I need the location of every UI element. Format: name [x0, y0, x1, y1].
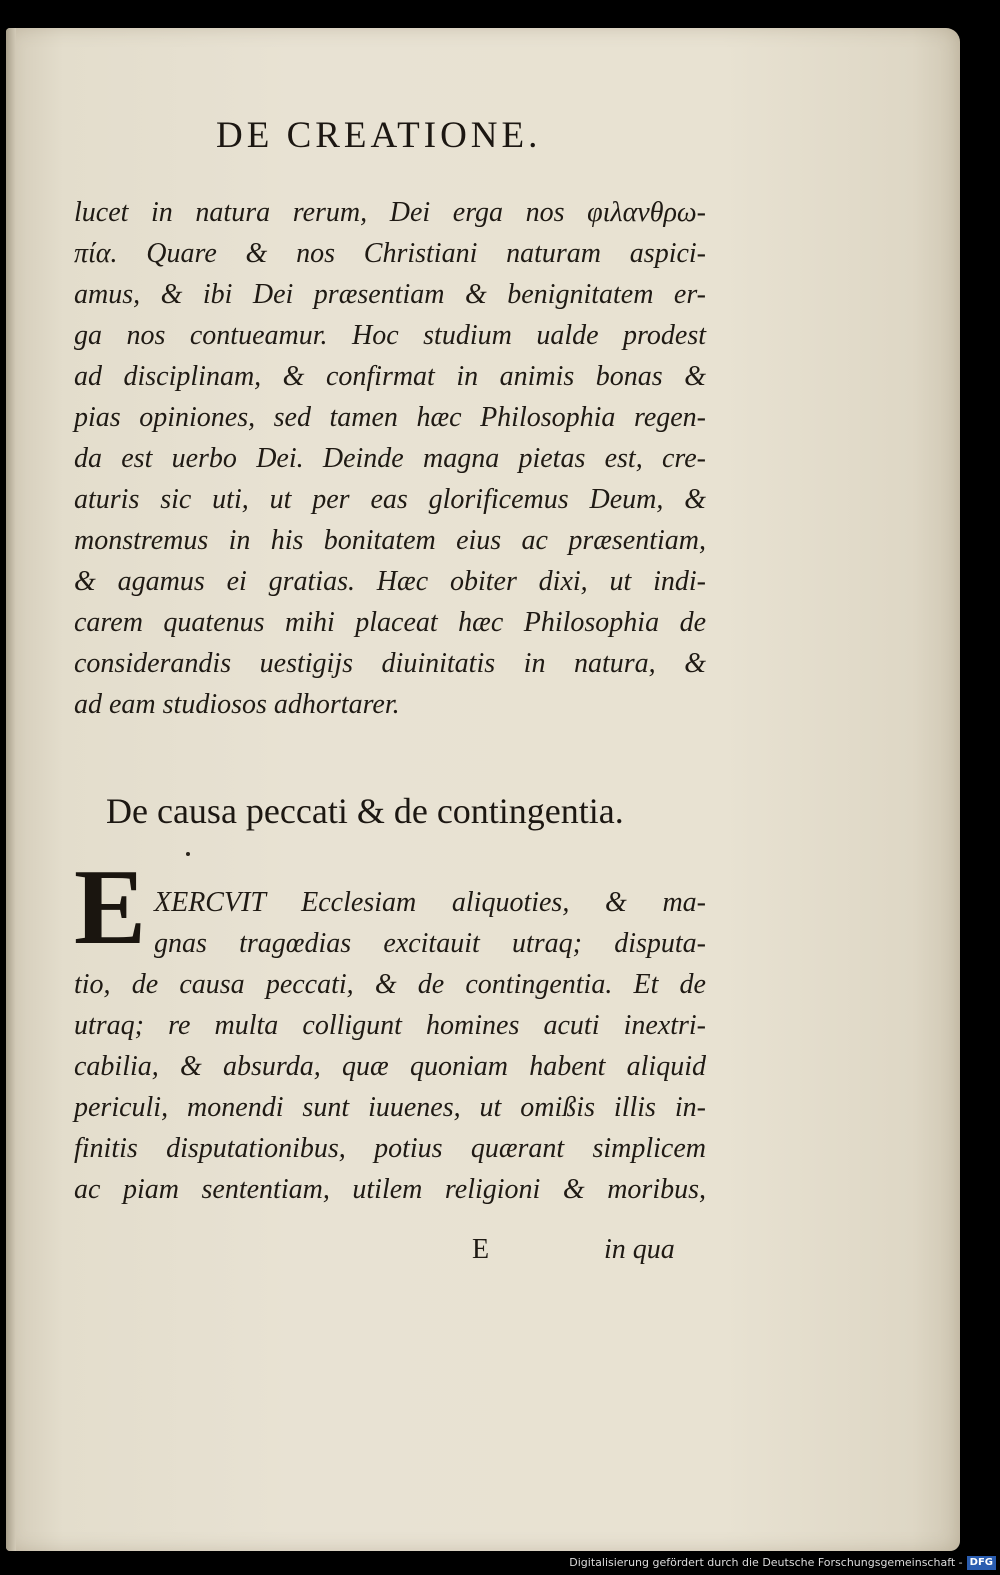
- text-line: finitis disputationibus, potius quærant simplicem: [74, 1133, 706, 1164]
- text-line: amus, & ibi Dei præsentiam & benignitatem er-: [74, 279, 706, 310]
- text-line: aturis sic uti, ut per eas glorificemus Deum, &: [74, 484, 706, 515]
- text-line: lucet in natura rerum, Dei erga nos φιλανθρω-: [74, 197, 706, 228]
- text-line: πία. Quare & nos Christiani naturam aspici-: [74, 238, 706, 269]
- text-line: & agamus ei gratias. Hæc obiter dixi, ut indi-: [74, 566, 706, 597]
- text-line: utraq; re multa colligunt homines acuti inextri-: [74, 1010, 706, 1041]
- paragraph-1: [74, 192, 706, 725]
- paragraph-2: [74, 882, 706, 1210]
- text-line: periculi, monendi sunt iuuenes, ut omißis illis in-: [74, 1092, 706, 1123]
- signature-mark: E: [472, 1234, 490, 1265]
- running-head: DE CREATIONE.: [216, 115, 542, 156]
- text-line: ad eam studiosos adhortarer.: [74, 689, 400, 720]
- catchword: in qua: [604, 1234, 675, 1265]
- text-line: da est uerbo Dei. Deinde magna pietas est, cre-: [74, 443, 706, 474]
- decorated-initial: E: [74, 848, 147, 967]
- text-line: ac piam sententiam, utilem religioni & moribus,: [74, 1174, 706, 1205]
- text-line: considerandis uestigijs diuinitatis in natura, &: [74, 648, 706, 679]
- page-gutter-edge: [6, 28, 16, 1551]
- section-heading: De causa peccati & de contingentia.: [106, 791, 624, 831]
- text-line: pias opiniones, sed tamen hæc Philosophia regen-: [74, 402, 706, 433]
- dfg-logo-icon: DFG: [967, 1556, 996, 1570]
- text-line: gnas tragœdias excitauit utraq; disputa-: [154, 928, 706, 959]
- text-line: ad disciplinam, & confirmat in animis bonas &: [74, 361, 706, 392]
- text-line: monstremus in his bonitatem eius ac præsentiam,: [74, 525, 706, 556]
- text-line: XERCVIT Ecclesiam aliquoties, & ma-: [154, 887, 706, 918]
- text-line: ga nos contueamur. Hoc studium ualde prodest: [74, 320, 706, 351]
- page-footer: [74, 1234, 706, 1274]
- text-line: cabilia, & absurda, quæ quoniam habent aliquid: [74, 1051, 706, 1082]
- ink-dot: [186, 852, 190, 856]
- text-line: carem quatenus mihi placeat hæc Philosophia de: [74, 607, 706, 638]
- text-line: tio, de causa peccati, & de contingentia. Et de: [74, 969, 706, 1000]
- digitization-credit: [569, 1554, 996, 1572]
- digitization-credit-text: Digitalisierung gefördert durch die Deutsche Forschungsgemeinschaft -: [569, 1556, 963, 1569]
